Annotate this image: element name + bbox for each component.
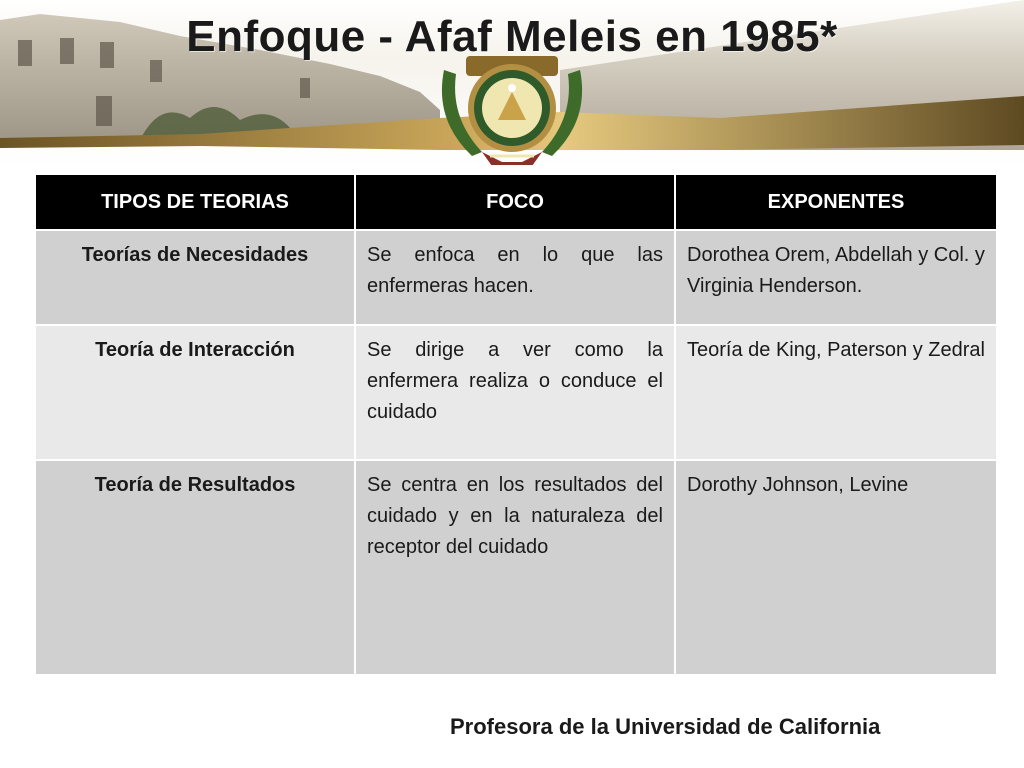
theory-authors-cell: Dorothy Johnson, Levine xyxy=(675,460,997,675)
column-header-authors: EXPONENTES xyxy=(675,174,997,230)
footer-caption: Profesora de la Universidad de California xyxy=(450,714,881,739)
table-header-row xyxy=(35,174,997,230)
table-row xyxy=(35,325,997,460)
theory-authors-cell: Dorothea Orem, Abdellah y Col. y Virginia Henderson. xyxy=(675,230,997,325)
column-header-focus: FOCO xyxy=(355,174,675,230)
theory-focus-cell: Se dirige a ver como la enfermera realiza o conduce el cuidado xyxy=(355,325,675,460)
page-title: Enfoque - Afaf Meleis en 1985* xyxy=(186,12,838,61)
table-row xyxy=(35,230,997,325)
theories-table xyxy=(34,173,998,676)
theory-focus-cell: Se centra en los resultados del cuidado y en la naturaleza del receptor del cuidado xyxy=(355,460,675,675)
theory-authors-cell: Teoría de King, Paterson y Zedral xyxy=(675,325,997,460)
theory-type-cell: Teorías de Necesidades xyxy=(35,230,355,325)
theory-type-cell: Teoría de Resultados xyxy=(35,460,355,675)
theory-type-cell: Teoría de Interacción xyxy=(35,325,355,460)
header-banner xyxy=(0,0,1024,165)
table-row xyxy=(35,460,997,675)
column-header-types: TIPOS DE TEORIAS xyxy=(35,174,355,230)
theory-focus-cell: Se enfoca en lo que las enfermeras hacen. xyxy=(355,230,675,325)
